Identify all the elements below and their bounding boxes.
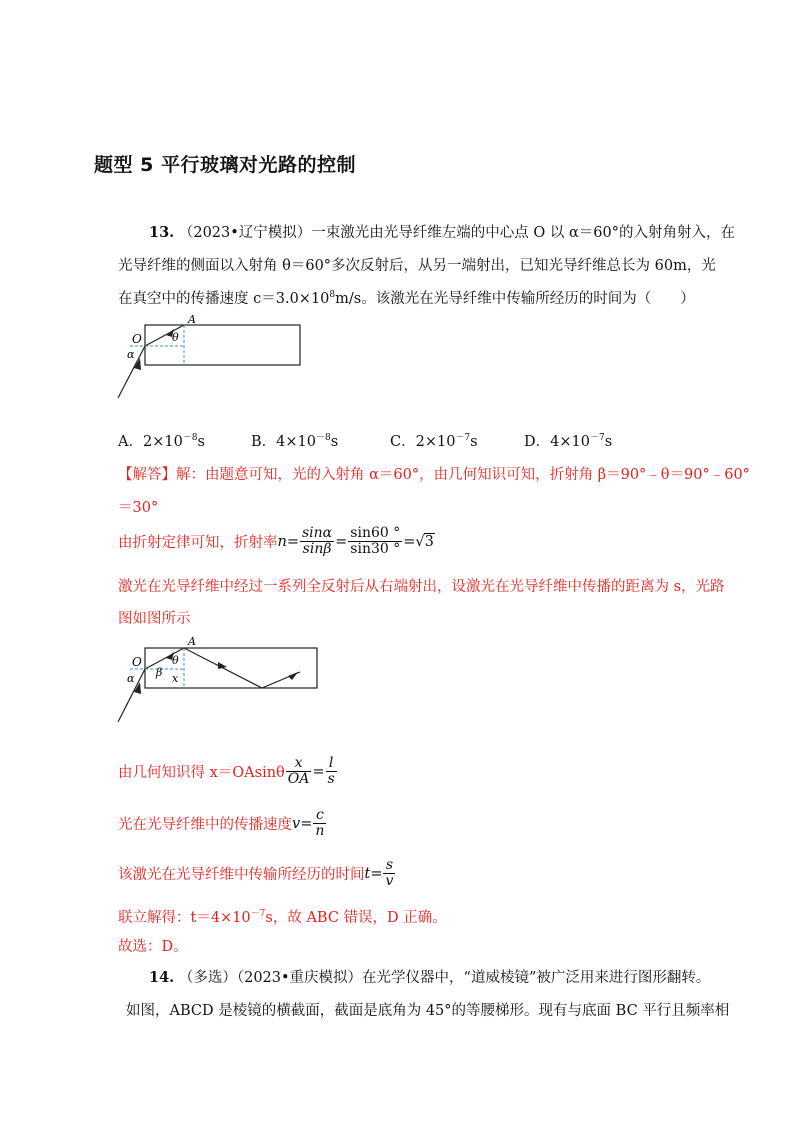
result-a: 联立解得：t＝4×10 [118,910,251,926]
frac-num-l: l [326,756,337,772]
arrow-seg3 [288,672,298,680]
label2-alpha: α [127,672,135,685]
fiber-rect [145,325,300,365]
fiber-rect-2 [145,648,317,688]
choice-d[interactable] [524,430,612,451]
choice-c[interactable] [390,430,478,451]
time-t: t [364,865,371,882]
refraction-n: n [277,533,287,550]
arrow-seg2 [218,662,227,669]
sqrt-value: 3 [424,534,434,550]
frac-den-s: s [327,771,335,787]
total-reflect-line2: 图如图所示 [118,611,191,627]
frac-x-oa [286,756,312,787]
total-reflect-line1: 激光在光导纤维中经过一系列全反射后从右端射出，设激光在光导纤维中传播的距离为 s，光路 [118,579,725,595]
solution-line1: 【解答】解：由题意可知，光的入射角 α＝60°，由几何知识可知，折射角 β＝90°﹣θ＝90°﹣60° [118,467,750,483]
choice-a[interactable] [118,430,205,451]
choice-d-exp: －7 [589,433,605,443]
label2-A: A [188,635,196,648]
label2-x: x [172,672,179,685]
frac-num-x: x [286,756,312,772]
q14-number: 14. [149,969,175,986]
choice-c-unit: s [470,434,478,450]
label2-beta: β [156,666,163,679]
q13-line1 [149,221,735,242]
frac-sin60-sin30 [348,526,402,557]
q14-line1-text: （多选）（2023•重庆模拟）在光学仪器中，“道威棱镜”被广泛用来进行图形翻转。 [178,970,711,986]
figure-fiber-2 [110,632,325,727]
result-exp: －7 [250,909,266,919]
frac-den-oa: OA [287,771,310,787]
label-O: O [132,332,142,346]
refraction-text: 由折射定律可知，折射率 [118,535,278,551]
choice-a-exp: －8 [182,433,198,443]
frac-num-sin60: sin60 ° [350,525,401,541]
answer-line: 故选：D。 [118,939,188,955]
geom-text: 由几何知识得 x＝OAsinθ [118,765,285,781]
choice-a-label: A．2×10 [118,434,183,450]
solution-line2: ＝30° [118,500,159,516]
time-formula: 该激光在光导纤维中传输所经历的时间 t = $\frac{s}{v}$ [118,857,394,889]
frac-den-sin30: sin30 ° [350,541,401,557]
choice-d-label: D．4×10 [524,434,590,450]
label-alpha: α [127,348,135,361]
q13-line3-a: 在真空中的传播速度 c＝3.0×10 [118,291,330,307]
frac-c-n [313,808,326,839]
figure-fiber-1 [110,310,310,405]
label2-theta: θ [172,654,179,667]
speed-text: 光在光导纤维中的传播速度 [118,817,292,833]
q13-number: 13. [149,224,175,241]
choice-d-unit: s [604,434,613,450]
choice-c-exp: －7 [455,433,471,443]
choice-b-unit: s [330,434,339,450]
label2-O: O [132,655,142,669]
q13-line3-b: m/s。该激光在光导纤维中传输所经历的时间为（ ） [335,291,695,307]
q13-line1-text: （2023•辽宁模拟）一束激光由光导纤维左端的中心点 O 以 α＝60°的入射角射入，在 [178,225,736,241]
geometry-formula: 由几何知识得 x＝OAsinθ $\frac{x}{OA}$ = $\frac{l}{s}$ [118,755,335,787]
frac-den-v: v [385,873,394,889]
frac-l-s [326,756,337,787]
time-text: 该激光在光导纤维中传输所经历的时间 [118,867,365,883]
result-line [118,906,447,927]
choice-b[interactable] [251,430,338,451]
q13-line2: 光导纤维的侧面以入射角 θ＝60°多次反射后，从另一端射出，已知光导纤维总长为 60m，光 [118,258,716,274]
frac-num-c: c [313,808,326,824]
choice-c-label: C．2×10 [390,434,456,450]
frac-den-sinb: sinβ [302,541,332,557]
result-b: s，故 ABC 错误，D 正确。 [265,910,447,926]
choice-a-unit: s [197,434,205,450]
label-theta: θ [172,331,179,344]
choice-b-label: B．4×10 [251,434,316,450]
q14-line2: 如图，ABCD 是棱镜的横截面，截面是底角为 45°的等腰梯形。现有与底面 BC 平行且频率相 [126,1003,730,1019]
choice-b-exp: －8 [315,433,331,443]
q14-line1 [149,966,710,987]
frac-den-n: n [315,823,325,839]
q13-exponent: 8 [329,290,336,300]
frac-num-sina: sinα [302,525,333,541]
speed-formula: 光在光导纤维中的传播速度 v = $\frac{c}{n}$ [118,807,325,839]
frac-num-s: s [383,858,395,874]
section-title: 题型 5 平行玻璃对光路的控制 [94,154,356,176]
speed-v: v [292,815,301,832]
refraction-formula: 由折射定律可知，折射率 n = $\frac{\sin\alpha}{\sin\beta}$ = $\frac{\sin 60 ^\circ}{\sin 30 ^\circ}$ =√3 [118,525,434,557]
frac-s-v [383,858,395,889]
q13-line3 [118,287,695,308]
frac-sina-sinb [300,526,334,557]
label-A: A [188,313,196,326]
